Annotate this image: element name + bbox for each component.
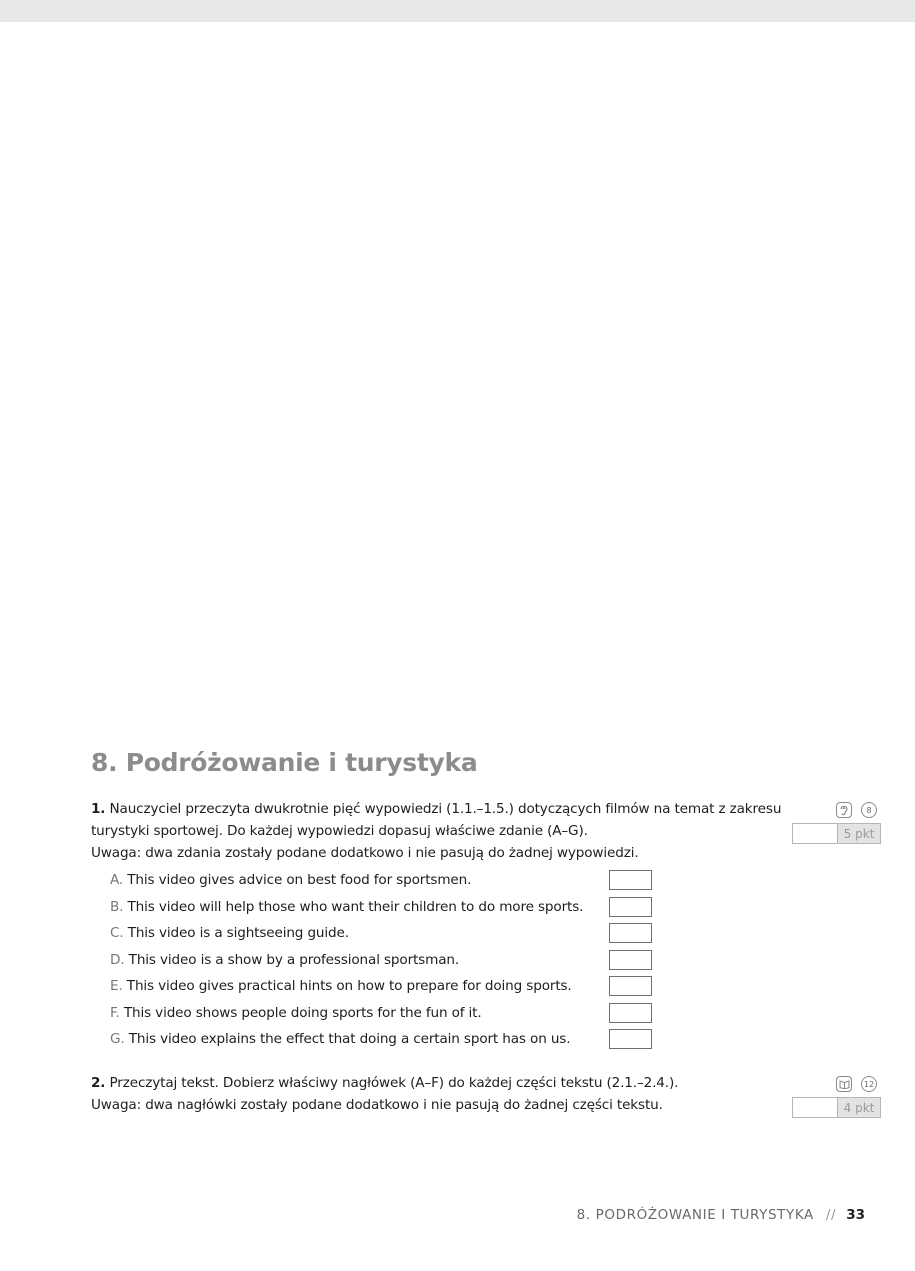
top-bar	[0, 0, 915, 22]
exercise1-points: 5 pkt	[837, 824, 880, 843]
answer-box[interactable]	[609, 976, 652, 996]
option-letter: C.	[110, 925, 124, 941]
option-row	[110, 1003, 482, 1023]
option-text: This video gives advice on best food for sportsmen.	[127, 872, 472, 888]
reading-icon-glyph	[839, 1079, 850, 1089]
exercise1-number: 1.	[91, 801, 106, 817]
option-letter: F.	[110, 1005, 120, 1021]
exercise1-text-line1: Nauczyciel przeczyta dwukrotnie pięć wypowiedzi (1.1.–1.5.) dotyczących filmów na temat z zakresu	[109, 801, 782, 817]
option-text: This video explains the effect that doing a certain sport has on us.	[128, 1031, 571, 1047]
ear-icon-glyph	[839, 804, 849, 816]
option-text: This video will help those who want their children to do more sports.	[127, 899, 584, 915]
exercise2-score-box	[792, 1097, 881, 1118]
footer-separator: //	[825, 1207, 837, 1223]
answer-box[interactable]	[609, 1029, 652, 1049]
option-row	[110, 923, 349, 943]
exercise2-score-field[interactable]	[793, 1098, 837, 1117]
answer-box[interactable]	[609, 1003, 652, 1023]
option-text: This video is a sightseeing guide.	[127, 925, 349, 941]
exercise2-instruction-line1	[91, 1072, 678, 1094]
exercise2-number: 2.	[91, 1075, 106, 1091]
answer-box[interactable]	[609, 923, 652, 943]
exercise2-text-line1: Przeczytaj tekst. Dobierz właściwy nagłówek (A–F) do każdej części tekstu (2.1.–2.4.).	[109, 1075, 679, 1091]
exercise1-instruction-line1	[91, 798, 781, 820]
option-letter: E.	[110, 978, 123, 994]
option-row	[110, 976, 572, 996]
timer-icon	[861, 802, 877, 818]
option-row	[110, 950, 459, 970]
option-letter: D.	[110, 952, 125, 968]
exercise2-points: 4 pkt	[837, 1098, 880, 1117]
exercise1-time: 8	[866, 805, 872, 815]
answer-box[interactable]	[609, 897, 652, 917]
footer-chapter: 8. PODRÓŻOWANIE I TURYSTYKA	[576, 1207, 814, 1223]
section-title: 8. Podróżowanie i turystyka	[91, 748, 478, 777]
exercise1-note: Uwaga: dwa zdania zostały podane dodatkowo i nie pasują do żadnej wypowiedzi.	[91, 845, 639, 861]
reading-icon	[836, 1076, 852, 1092]
option-row	[110, 1029, 570, 1049]
option-letter: A.	[110, 872, 124, 888]
option-letter: B.	[110, 899, 124, 915]
exercise1-score-box	[792, 823, 881, 844]
exercise1-instruction-line2: turystyki sportowej. Do każdej wypowiedzi dopasuj właściwe zdanie (A–G).	[91, 823, 588, 839]
option-letter: G.	[110, 1031, 125, 1047]
timer-icon	[861, 1076, 877, 1092]
answer-box[interactable]	[609, 870, 652, 890]
option-text: This video is a show by a professional sportsman.	[128, 952, 460, 968]
answer-box[interactable]	[609, 950, 652, 970]
page-footer	[577, 1207, 865, 1223]
ear-icon	[836, 802, 852, 818]
option-text: This video gives practical hints on how to prepare for doing sports.	[126, 978, 572, 994]
option-text: This video shows people doing sports for the fun of it.	[123, 1005, 482, 1021]
page-number: 33	[846, 1207, 865, 1223]
exercise2-time: 12	[863, 1079, 875, 1089]
exercise1-score-field[interactable]	[793, 824, 837, 843]
option-row	[110, 897, 583, 917]
exercise2-note: Uwaga: dwa nagłówki zostały podane dodatkowo i nie pasują do żadnej części tekstu.	[91, 1097, 663, 1113]
option-row	[110, 870, 471, 890]
